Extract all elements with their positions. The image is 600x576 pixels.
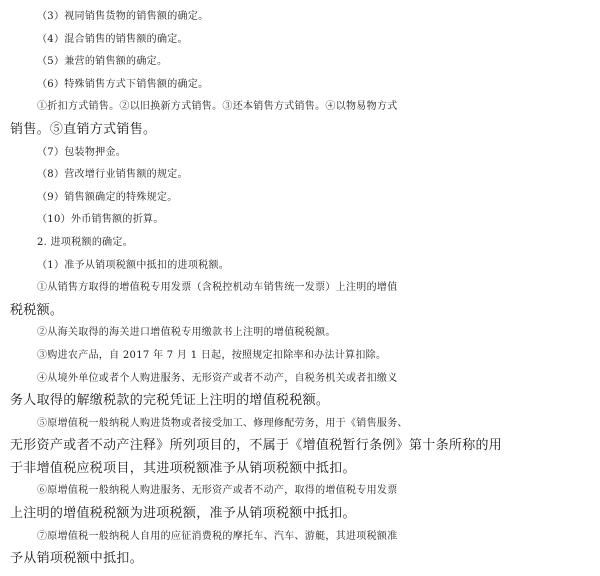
section-heading: 2. 进项税额的确定。: [37, 236, 134, 248]
text-line: 无形资产或者不动产注释》所列项目的，不属于《增值税暂行条例》第十条所称的用: [10, 438, 503, 454]
text-line: ③购进农产品，自 2017 年 7 月 1 日起，按照规定扣除率和办法计算扣除。: [37, 349, 387, 361]
text-line: 上注明的增值税税额为进项税额，准予从销项税额中抵扣。: [10, 506, 356, 522]
text-line: （8）营改增行业销售额的规定。: [37, 169, 188, 181]
text-line: ①从销售方取得的增值税专用发票（含税控机动车销售统一发票）上注明的增值: [37, 282, 398, 294]
text-line: （4）混合销售的销售额的确定。: [37, 33, 188, 45]
text-line: 税税额。: [10, 302, 64, 318]
text-line: （9）销售额确定的特殊规定。: [37, 191, 178, 203]
text-line: ④从境外单位或者个人购进服务、无形资产或者不动产，自税务机关或者扣缴义: [37, 372, 398, 384]
text-line: 予从销项税额中抵扣。: [10, 551, 144, 567]
text-line: ⑥原增值税一般纳税人购进服务、无形资产或者不动产，取得的增值税专用发票: [37, 485, 398, 497]
text-line: （6）特殊销售方式下销售额的确定。: [37, 78, 209, 90]
text-line: ⑦原增值税一般纳税人自用的应征消费税的摩托车、汽车、游艇，其进项税额准: [37, 530, 398, 542]
text-line: 销售。⑤直销方式销售。: [10, 121, 157, 137]
text-line: ①折扣方式销售。②以旧换新方式销售。③还本销售方式销售。④以物易物方式: [37, 101, 398, 113]
text-line: 务人取得的解缴税款的完税凭证上注明的增值税税额。: [10, 393, 330, 409]
text-line: （1）准予从销项税额中抵扣的进项税额。: [37, 259, 230, 271]
text-line: （3）视同销售货物的销售额的确定。: [37, 11, 209, 22]
text-line: ⑤原增值税一般纳税人购进货物或者接受加工、修理修配劳务，用于《销售服务、: [37, 417, 408, 429]
text-line: （5）兼营的销售额的确定。: [37, 56, 168, 68]
text-line: ②从海关取得的海关进口增值税专用缴款书上注明的增值税税额。: [37, 327, 336, 339]
text-line: 于非增值税应税项目，其进项税额准予从销项税额中抵扣。: [10, 460, 356, 476]
text-line: （7）包装物押金。: [37, 146, 127, 158]
text-line: （10）外币销售额的折算。: [37, 214, 164, 226]
